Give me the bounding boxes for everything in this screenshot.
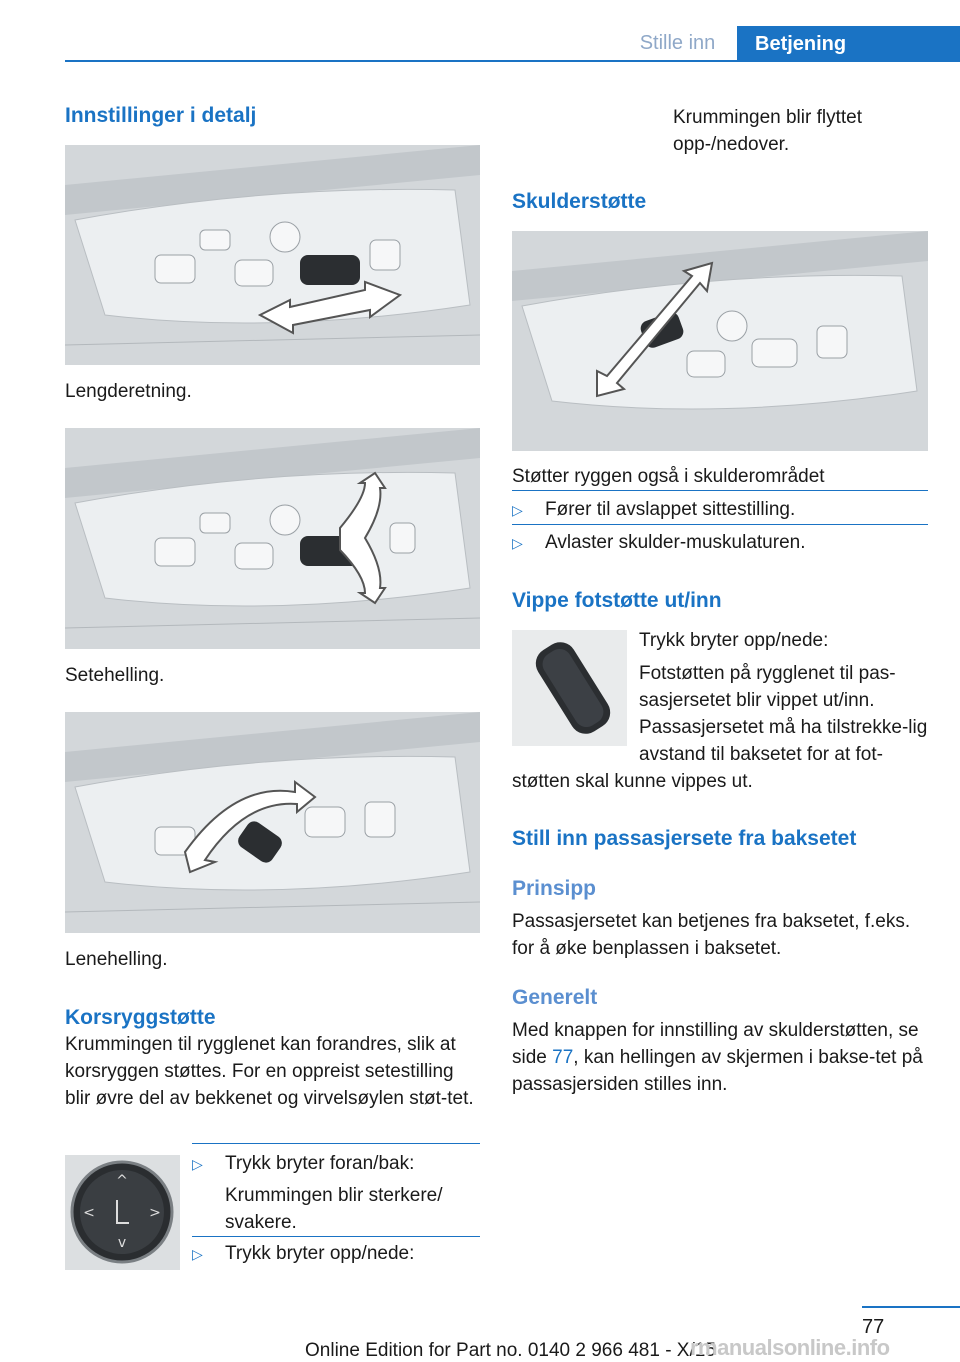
svg-text:>: > [149,1205,161,1221]
triangle-right-icon: ▷ [192,1246,203,1262]
lumbar-description: Krummingen til rygglenet kan forandres, slik at korsryggen støttes. For en oppreist setestilling blir øvre del av bekkenet og virvelsøylen støt-tet. [65,1034,474,1109]
subsection-title-prinsipp: Prinsipp [512,877,597,900]
shoulder-bullet-2 [512,529,928,557]
triangle-right-icon: ▷ [512,502,523,518]
section-title-rear-seat: Still inn passasjersete fra baksetet [512,827,857,850]
general-text-b: , kan hellingen av skjermen i bakse-tet på passasjersiden stilles inn. [512,1047,923,1095]
shoulder-bullet-1 [512,496,928,524]
shoulder-description: Støtter ryggen også i skulderområdet [512,466,825,487]
svg-text:^: ^ [116,1173,128,1189]
svg-text:<: < [83,1205,95,1221]
lumbar-bullet-1-sub: Krummingen blir sterkere/ svakere. [225,1185,443,1233]
section-title-innstillinger: Innstillinger i detalj [65,104,257,127]
header-divider [65,60,960,62]
bullet-divider-shoulder-top [512,490,928,491]
general-text-a: Med knappen for innstilling av skulderstøtten, se side [512,1020,919,1068]
bullet-divider-mid [192,1236,480,1237]
caption-lenehelling: Lenehelling. [65,949,168,970]
section-title-fotstotte: Vippe fotstøtte ut/inn [512,589,722,612]
seat-controls-photo-longitudinal [65,145,480,365]
bullet-divider-top [192,1143,480,1144]
seat-controls-photo-backrest [65,712,480,933]
footrest-p1: Trykk bryter opp/nede: [639,630,829,651]
svg-text:v: v [117,1235,127,1251]
header-tab-stille-inn[interactable]: Stille inn [639,31,716,54]
footrest-p2: Fotstøtten på rygglenet til pas-sasjersetet blir vippet ut/inn. [639,663,896,711]
triangle-right-icon: ▷ [192,1156,203,1172]
general-text [512,1017,928,1098]
lumbar-bullet-1-text: Trykk bryter foran/bak: [225,1153,415,1174]
bullet-divider-shoulder-mid [512,524,928,525]
page-link-77[interactable]: 77 [552,1047,574,1068]
footrest-p3a: Passasjersetet må ha tilstrekke-lig avstand til baksetet for at fot- [639,717,928,765]
section-title-korsryggstotte: Korsryggstøtte [65,1006,216,1029]
triangle-right-icon: ▷ [512,535,523,551]
footrest-p3b: støtten skal kunne vippes ut. [512,771,753,792]
watermark: rmanualsonline.info [690,1335,890,1360]
seat-controls-photo-seat-tilt [65,428,480,649]
footer-edition: Online Edition for Part no. 0140 2 966 481 - X/15 [305,1340,716,1361]
caption-setehelling: Setehelling. [65,665,165,686]
shoulder-bullet-1-text: Fører til avslappet sittestilling. [545,499,796,520]
lumbar-knob-photo [65,1155,180,1270]
footrest-switch-photo [512,630,627,746]
lumbar-bullet-1 [192,1150,480,1178]
principle-text: Passasjersetet kan betjenes fra baksetet, f.eks. for å øke benplassen i baksetet. [512,911,911,959]
lumbar-bullet-2 [192,1240,480,1268]
seat-controls-photo-shoulder [512,231,928,451]
lumbar-continued: Krummingen blir flyttet opp-/nedover. [673,107,863,155]
header-tab-betjening[interactable]: Betjening [737,26,960,62]
lumbar-bullet-2-text: Trykk bryter opp/nede: [225,1243,415,1264]
section-title-skulderstotte: Skulderstøtte [512,190,647,213]
caption-lengderetning: Lengderetning. [65,381,192,402]
page-number: 77 [862,1316,885,1338]
footer-divider [862,1306,960,1308]
shoulder-bullet-2-text: Avlaster skulder-muskulaturen. [545,532,806,553]
subsection-title-generelt: Generelt [512,986,598,1009]
